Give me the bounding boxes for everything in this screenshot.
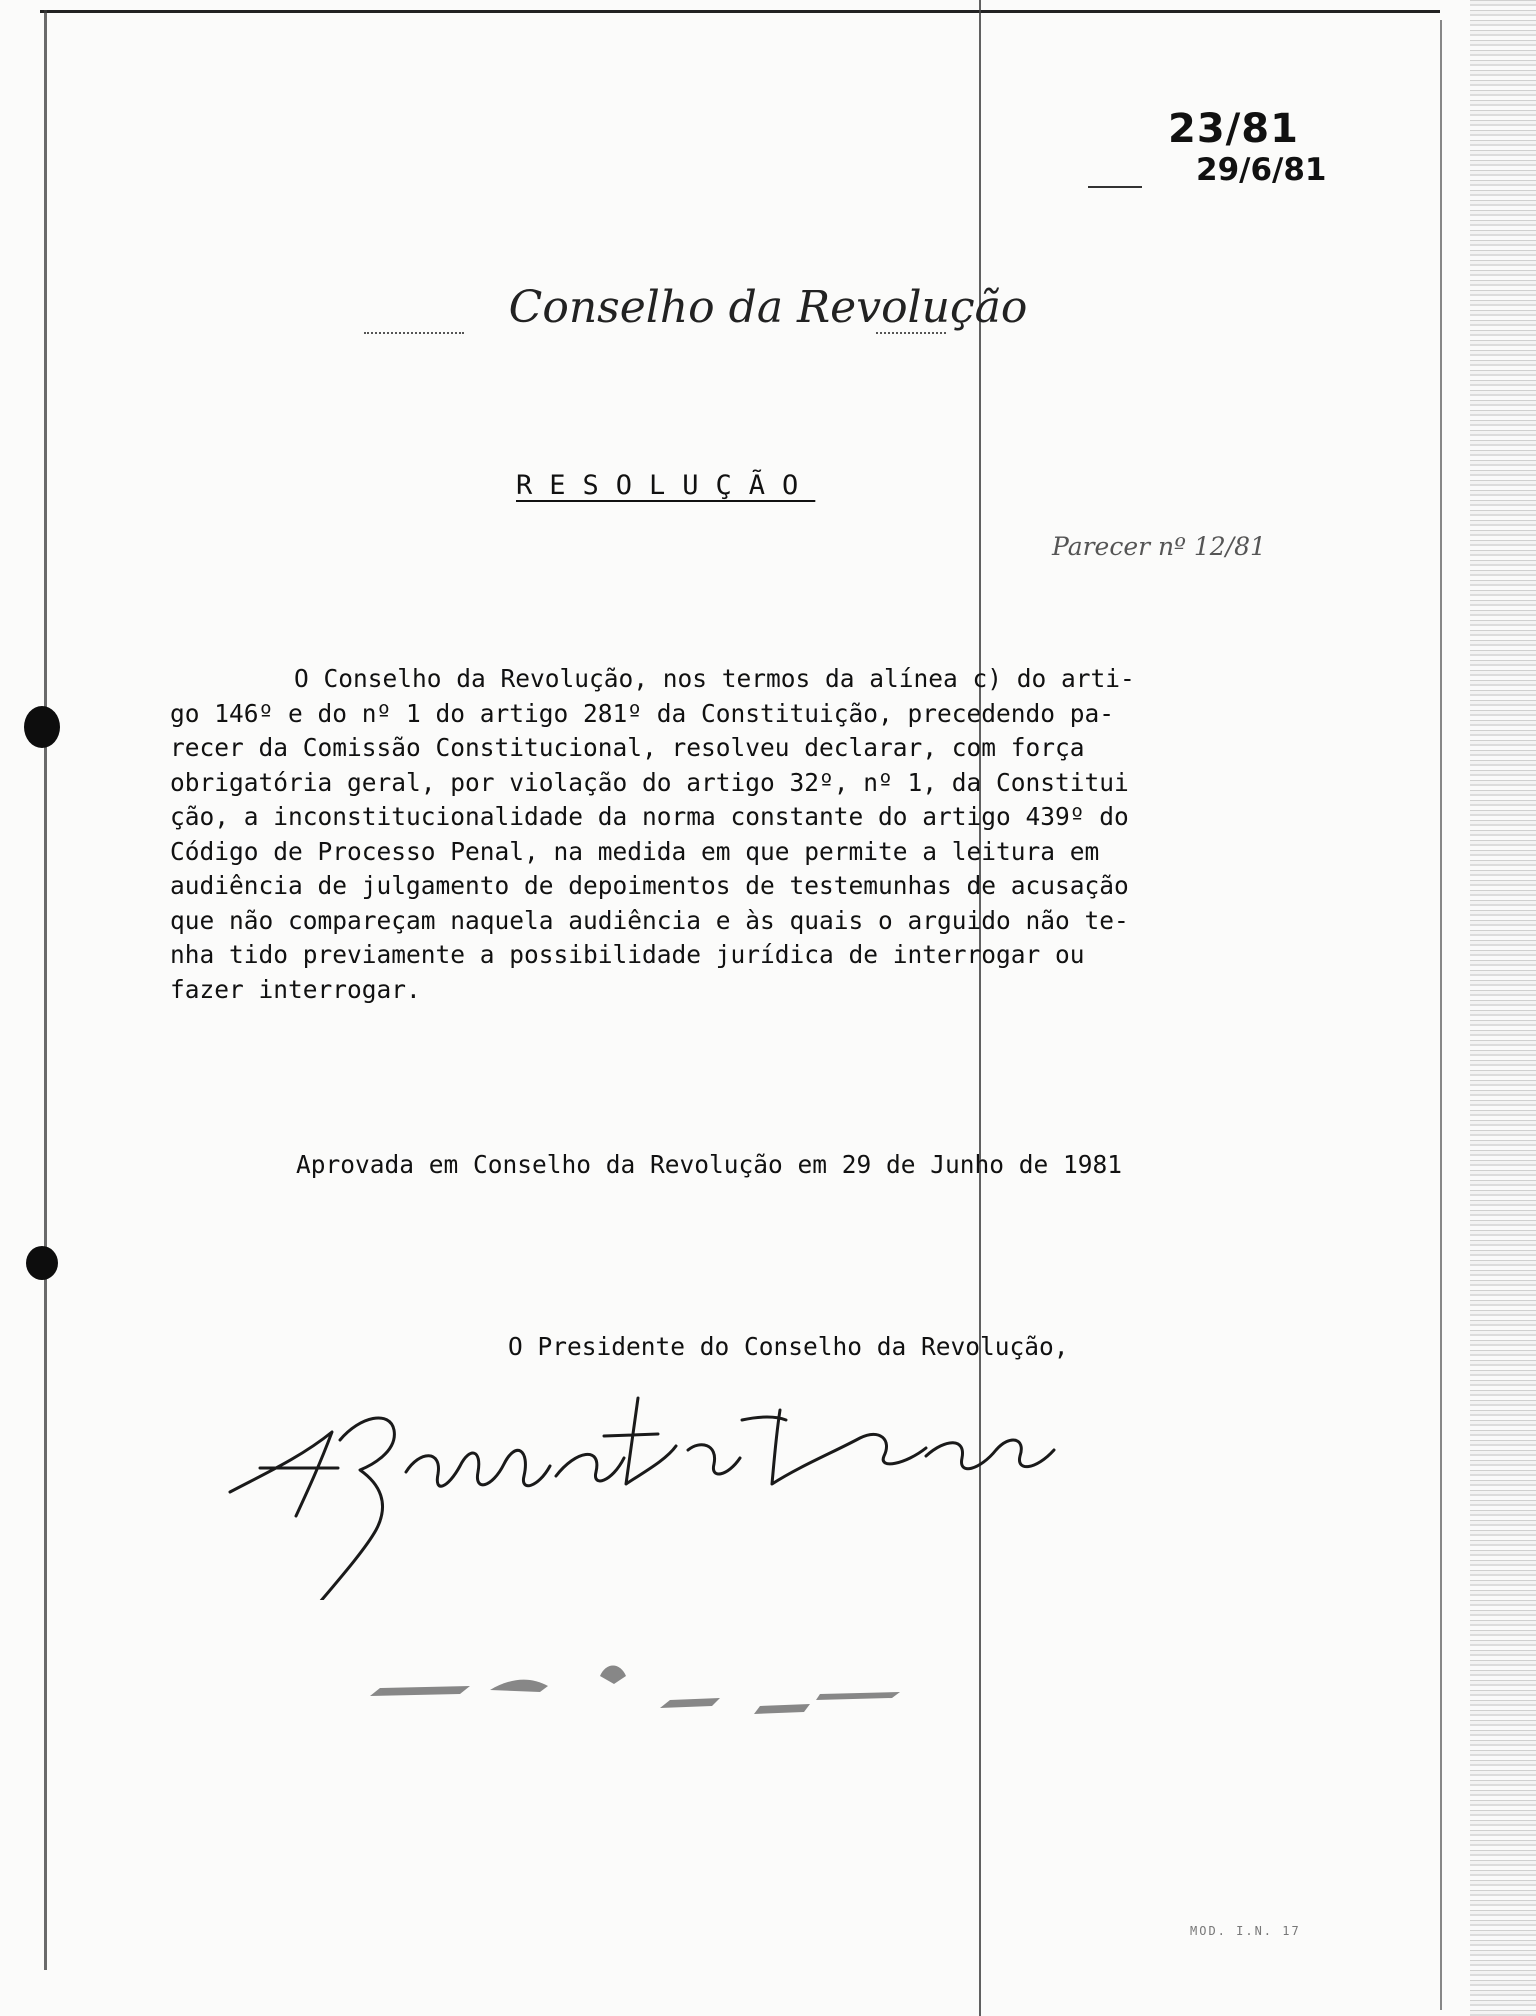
scan-top-border [40,10,1440,13]
paragraph-line: recer da Comissão Constitucional, resolveu declarar, com força [170,733,1085,762]
punch-hole [26,1246,58,1280]
handwritten-signature [220,1380,1220,1600]
resolution-paragraph [170,662,1300,1007]
approval-line: Aprovada em Conselho da Revolução em 29 de Junho de 1981 [296,1150,1123,1179]
paragraph-line: audiência de julgamento de depoimentos de testemunhas de acusação [170,871,1129,900]
reference-dash [1088,186,1142,188]
form-code: MOD. I.N. 17 [1190,1924,1301,1938]
paragraph-line: fazer interrogar. [170,974,421,1004]
faded-stamp-smudge [340,1650,940,1730]
paragraph-line: ção, a inconstitucionalidade da norma constante do artigo 439º do [170,802,1129,831]
council-letterhead: Conselho da Revolução [508,282,1028,333]
punch-hole [24,706,60,748]
paragraph-line: Código de Processo Penal, na medida em que permite a leitura em [170,836,1100,866]
paragraph-line: go 146º e do nº 1 do artigo 281º da Constituição, precedendo pa- [170,698,1115,728]
margin-note: Parecer nº 12/81 [1052,532,1266,561]
document-heading: RESOLUÇÃO [516,470,816,501]
paragraph-line: obrigatória geral, por violação do artigo 32º, nº 1, da Constitui [170,767,1129,797]
header-dots-right [876,332,946,334]
paragraph-line: nha tido previamente a possibilidade jurídica de interrogar ou [170,940,1085,969]
paragraph-line: O Conselho da Revolução, nos termos da alínea c) do arti- [294,664,1135,693]
paragraph-line: que não compareçam naquela audiência e às quais o arguido não te- [170,905,1129,935]
reference-date: 29/6/81 [1196,152,1327,188]
signatory-title: O Presidente do Conselho da Revolução, [508,1332,1069,1361]
reference-number: 23/81 [1168,106,1299,152]
